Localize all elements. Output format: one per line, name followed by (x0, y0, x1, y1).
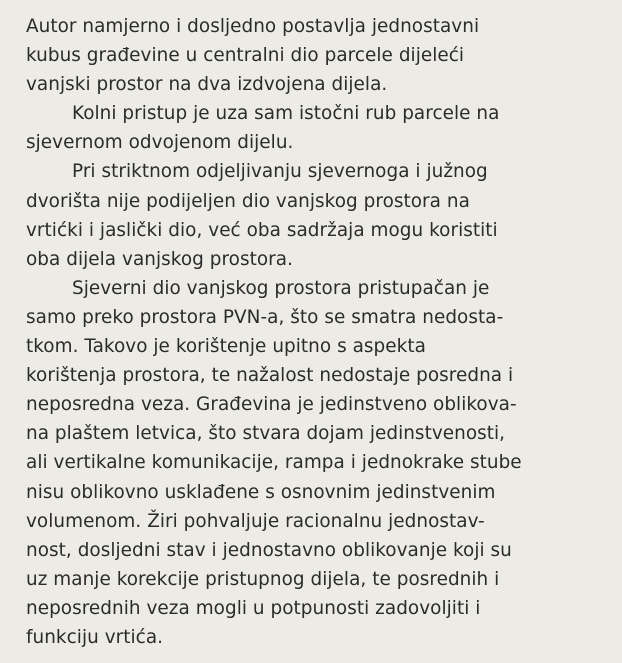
text-line: Autor namjerno i dosljedno postavlja jednostavni (26, 16, 480, 37)
text-line: tkom. Takovo je korištenje upitno s aspekta (26, 336, 426, 358)
text-line: sjevernom odvojenom dijelu. (26, 132, 294, 154)
paragraph-3 (26, 157, 602, 273)
paragraph-1 (26, 12, 602, 99)
text-line: korištenja prostora, te nažalost nedostaje posredna i (26, 365, 514, 387)
text-line: funkciju vrtića. (26, 626, 164, 648)
text-line: ali vertikalne komunikacije, rampa i jednokrake stube (26, 452, 522, 474)
text-line: na plaštem letvica, što stvara dojam jedinstvenosti, (26, 423, 506, 445)
text-line: neposredna veza. Građevina je jedinstveno oblikova- (26, 394, 517, 416)
text-line: nost, dosljedni stav i jednostavno oblikovanje koji su (26, 539, 512, 561)
text-line: uz manje korekcije pristupnog dijela, te posrednih i (26, 568, 500, 590)
text-line: oba dijela vanjskog prostora. (26, 248, 293, 270)
paragraph-4 (26, 274, 602, 652)
text-line: Sjeverni dio vanjskog prostora pristupačan je (72, 277, 490, 299)
text-line: vanjski prostor na dva izdvojena dijela. (26, 74, 388, 96)
text-line: Kolni pristup je uza sam istočni rub parcele na (72, 103, 500, 125)
text-line: volumenom. Žiri pohvaljuje racionalnu jednostav- (26, 510, 485, 532)
text-line: dvorišta nije podijeljen dio vanjskog prostora na (26, 190, 470, 212)
text-line: vrtićki i jaslički dio, već oba sadržaja mogu koristiti (26, 219, 498, 241)
paragraph-2 (26, 99, 602, 157)
text-line: samo preko prostora PVN-a, što se smatra nedosta- (26, 306, 504, 328)
text-line: Pri striktnom odjeljivanju sjevernoga i južnog (72, 161, 488, 183)
text-line: neposrednih veza mogli u potpunosti zadovoljiti i (26, 597, 481, 619)
text-line: kubus građevine u centralni dio parcele dijeleći (26, 45, 465, 67)
text-line: nisu oblikovno usklađene s osnovnim jedinstvenim (26, 481, 496, 503)
